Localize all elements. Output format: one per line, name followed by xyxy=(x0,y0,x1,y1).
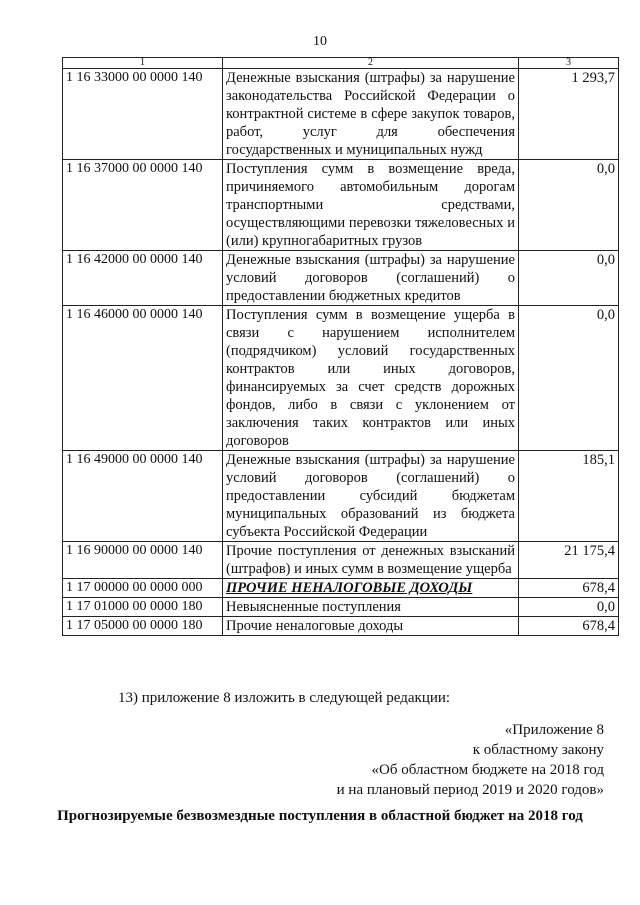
budget-code: 1 16 37000 00 0000 140 xyxy=(63,160,223,251)
budget-code: 1 16 42000 00 0000 140 xyxy=(63,251,223,306)
revenue-amount: 185,1 xyxy=(519,451,619,542)
table-row xyxy=(63,251,619,306)
budget-code: 1 16 33000 00 0000 140 xyxy=(63,69,223,160)
revenue-amount: 1 293,7 xyxy=(519,69,619,160)
table-row xyxy=(63,617,619,636)
table-row xyxy=(63,542,619,579)
table-row xyxy=(63,160,619,251)
revenue-amount: 0,0 xyxy=(519,251,619,306)
table-row xyxy=(63,69,619,160)
budget-code: 1 16 46000 00 0000 140 xyxy=(63,306,223,451)
page-number: 10 xyxy=(313,34,327,49)
revenue-description: Денежные взыскания (штрафы) за нарушение условий договоров (соглашений) о предоставлении бюджетных кредитов xyxy=(223,251,519,306)
revenue-amount: 678,4 xyxy=(519,579,619,598)
revenue-table xyxy=(62,57,619,636)
budget-code: 1 17 00000 00 0000 000 xyxy=(63,579,223,598)
table-row xyxy=(63,598,619,617)
revenue-amount: 0,0 xyxy=(519,160,619,251)
revenue-amount: 678,4 xyxy=(519,617,619,636)
budget-code: 1 17 05000 00 0000 180 xyxy=(63,617,223,636)
column-number-1: 1 xyxy=(63,58,223,69)
revenue-description: Поступления сумм в возмещение ущерба в связи с нарушением исполнителем (подрядчиком) условий государственных контрактов или иных договоров, финансируемых за счет средств дорожных фондов, либо в связи с уклонением от заключения таких контрактов или иных договоров xyxy=(223,306,519,451)
table-row xyxy=(63,451,619,542)
table-row xyxy=(63,306,619,451)
revenue-description: Поступления сумм в возмещение вреда, причиняемого автомобильным дорогам транспортными средствами, осуществляющими перевозки тяжеловесных и (или) крупногабаритных грузов xyxy=(223,160,519,251)
appendix-line: «Приложение 8 xyxy=(504,722,604,738)
section-title: ПРОЧИЕ НЕНАЛОГОВЫЕ ДОХОДЫ xyxy=(223,579,519,598)
revenue-description: Денежные взыскания (штрафы) за нарушение условий договоров (соглашений) о предоставлении субсидий бюджетам муниципальных образований из бюджета субъекта Российской Федерации xyxy=(223,451,519,542)
table-header-row xyxy=(63,58,619,69)
revenue-description: Прочие неналоговые доходы xyxy=(223,617,519,636)
budget-code: 1 16 49000 00 0000 140 xyxy=(63,451,223,542)
column-number-2: 2 xyxy=(223,58,519,69)
table-row-section-total xyxy=(63,579,619,598)
amendment-instruction: 13) приложение 8 изложить в следующей редакции: xyxy=(118,690,451,706)
appendix-line: «Об областном бюджете на 2018 год xyxy=(371,762,604,778)
appendix-line: к областному закону xyxy=(472,742,604,758)
column-number-3: 3 xyxy=(519,58,619,69)
document-title: Прогнозируемые безвозмездные поступления в областной бюджет на 2018 год xyxy=(57,808,583,824)
budget-code: 1 17 01000 00 0000 180 xyxy=(63,598,223,617)
revenue-description: Невыясненные поступления xyxy=(223,598,519,617)
revenue-amount: 0,0 xyxy=(519,306,619,451)
revenue-description: Прочие поступления от денежных взысканий (штрафов) и иных сумм в возмещение ущерба xyxy=(223,542,519,579)
revenue-amount: 21 175,4 xyxy=(519,542,619,579)
budget-code: 1 16 90000 00 0000 140 xyxy=(63,542,223,579)
revenue-description: Денежные взыскания (штрафы) за нарушение законодательства Российской Федерации о контрактной системе в сфере закупок товаров, работ, услуг для обеспечения государственных и муниципальных нужд xyxy=(223,69,519,160)
appendix-line: и на плановый период 2019 и 2020 годов» xyxy=(336,782,604,798)
revenue-amount: 0,0 xyxy=(519,598,619,617)
appendix-header xyxy=(284,720,604,800)
